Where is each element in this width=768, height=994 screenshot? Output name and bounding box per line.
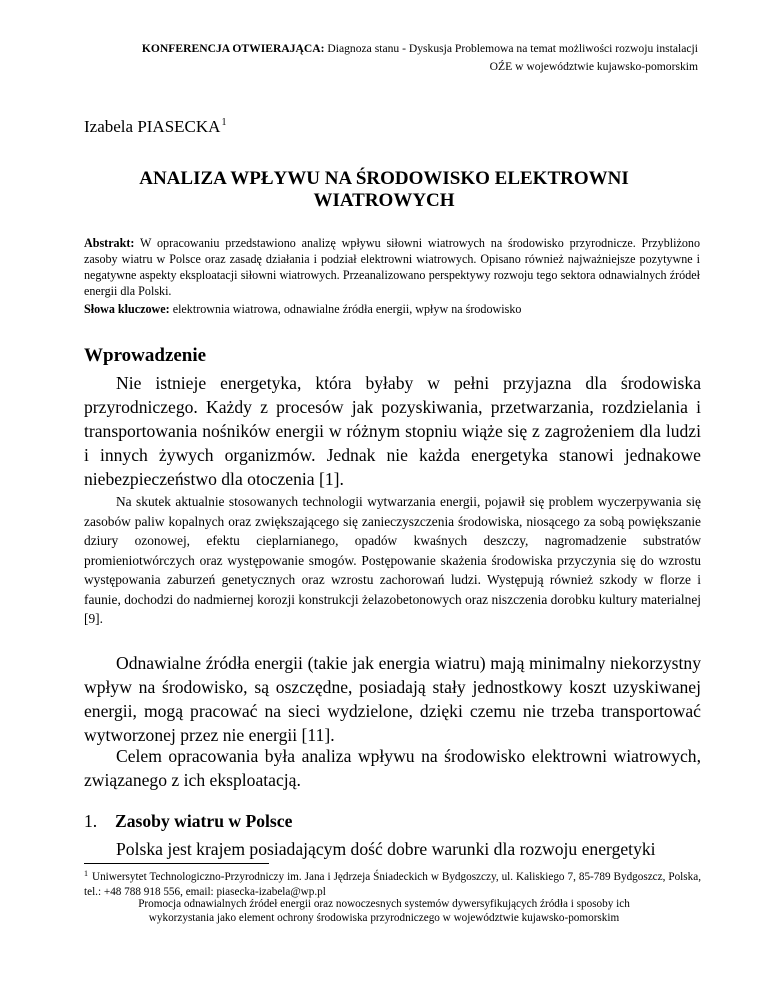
conference-header — [120, 40, 698, 76]
keywords-label: Słowa kluczowe: — [84, 302, 170, 316]
section-1-paragraph: Polska jest krajem posiadającym dość dobre warunki dla rozwoju energetyki — [116, 839, 656, 859]
footnote-mark: 1 — [84, 869, 88, 878]
conference-title: Diagnoza stanu - Dyskusja Problemowa na temat możliwości rozwoju instalacji — [324, 42, 698, 55]
keywords — [84, 302, 700, 317]
paper-title-line2: WIATROWYCH — [313, 190, 455, 211]
section-1-number: 1. — [84, 811, 98, 831]
intro-paragraph-2: Na skutek aktualnie stosowanych technologii wytwarzania energii, pojawił się problem wyczerpywania się zasobów paliw kopalnych oraz zwiększającego się zanieczyszczenia środowiska, niosącego za sobą powiększanie dziury ozonowej, efektu cieplarnianego, opadów kwaśnych deszczy, nagromadzenie substratów promieniotwórczych oraz występowanie smogów. Postępowanie skażenia środowiska przyczynia się do wzrostu występowania zaburzeń genetycznych oraz wzrostu zachorowań ludzi. Występują również szkody w florze i faunie, dochodzi do nadmiernej korozji konstrukcji żelazobetonowych oraz niszczenia dorobku kultury materialnej [9]. — [84, 494, 701, 626]
intro-paragraph-1: Nie istnieje energetyka, która byłaby w pełni przyjazna dla środowiska przyrodniczego. Każdy z procesów jak pozyskiwania, przetwarzania, rozdzielania i transportowania nośników energii w różnym stopniu wiąże się z zagrożeniem dla ludzi i innych żywych organizmów. Jednak nie każda energetyka stanowi jednakowe niebezpieczeństwo dla otoczenia [1]. — [84, 373, 701, 489]
intro-paragraph-4: Celem opracowania była analiza wpływu na środowisko elektrowni wiatrowych, związanego z ich eksploatacją. — [84, 746, 701, 790]
conference-header-line1 — [120, 40, 698, 58]
abstract-label: Abstrakt: — [84, 236, 135, 250]
conference-label: KONFERENCJA OTWIERAJĄCA: — [141, 42, 325, 55]
page-footer-line2: wykorzystania jako element ochrony środowiska przyrodniczego w województwie kujawsko-pomorskim — [148, 912, 620, 924]
author-footnote-mark: 1 — [221, 117, 227, 128]
paper-title-line1: ANALIZA WPŁYWU NA ŚRODOWISKO ELEKTROWNI — [139, 168, 629, 189]
footnote — [84, 866, 701, 900]
keywords-text: elektrownia wiatrowa, odnawialne źródła energii, wpływ na środowisko — [169, 302, 522, 316]
footnote-text: Uniwersytet Technologiczno-Przyrodniczy im. Jana i Jędrzeja Śniadeckich w Bydgoszczy, ul. Kaliskiego 7, 85-789 Bydgoszcz, Polska, tel.: +48 788 918 556, email: piasecka-izabela@wp.pl — [84, 871, 701, 898]
abstract-text: W opracowaniu przedstawiono analizę wpływu siłowni wiatrowych na środowisko przyrodnicze. Przybliżono zasoby wiatru w Polsce oraz zasadę działania i podział elektrowni wiatrowych. Opisano również najważniejsze pozytywne i negatywne aspekty eksploatacji siłowni wiatrowych. Przeanalizowano perspektywy rozwoju tego sektora odnawialnych źródeł energii dla Polski. — [84, 236, 700, 298]
intro-heading: Wprowadzenie — [84, 345, 207, 366]
section-1-title: Zasoby wiatru w Polsce — [115, 811, 293, 831]
author — [84, 117, 226, 137]
conference-header-line2: OŹE w województwie kujawsko-pomorskim — [489, 60, 698, 73]
page-footer — [100, 897, 668, 925]
section-1-heading — [84, 811, 292, 832]
page-footer-line1: Promocja odnawialnych źródeł energii oraz nowoczesnych systemów dywersyfikujących źródła i sposoby ich — [138, 898, 630, 910]
intro-paragraph-3: Odnawialne źródła energii (takie jak energia wiatru) mają minimalny niekorzystny wpływ na środowisko, są oszczędne, posiadają stały jednostkowy koszt uzyskiwanej energii, mogą pracować na sieci wydzielone, dzięki czemu nie trzeba transportować wytworzonej przez nie energii [11]. — [84, 653, 701, 745]
paper-title — [100, 168, 668, 212]
footnote-separator — [84, 863, 269, 864]
abstract — [84, 235, 700, 299]
author-name: Izabela PIASECKA — [84, 117, 221, 136]
